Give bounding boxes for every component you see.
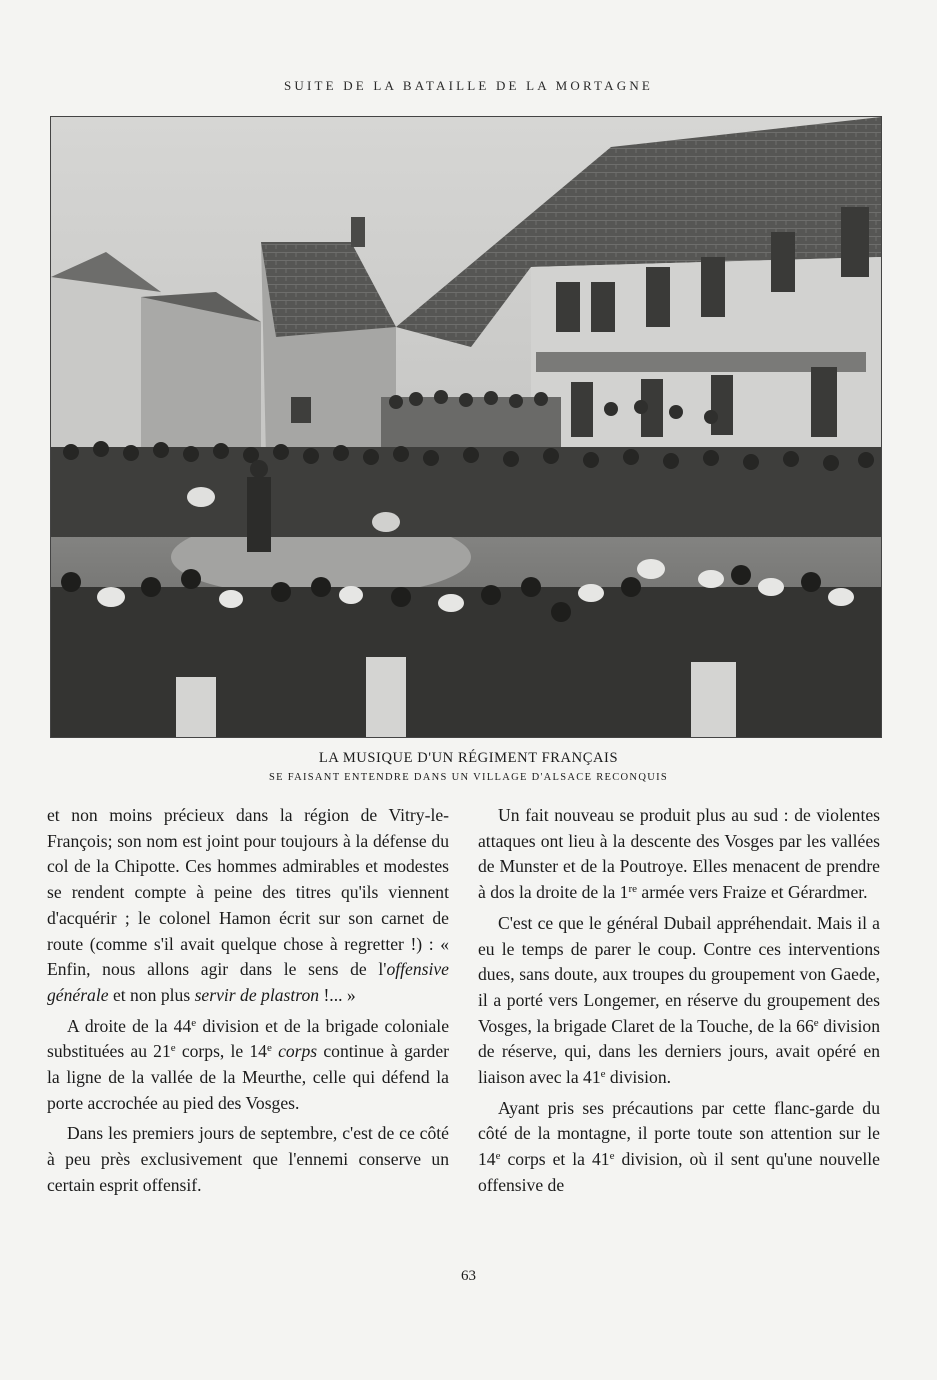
text-run: et non moins précieux dans la région de Vitry-le-François; son nom est joint pour toujours à la défense du col de la Chipotte. Ces hommes admirables et modestes se rendent compte à peine des titres qu'ils viennent d'acquérir ; le colonel Hamon écrit sur son carnet de route (comme s'il avait quelque chose à regretter !) : « Enfin, nous allons agir dans le sens de l'	[47, 805, 449, 980]
ordinal-superscript: e	[495, 1150, 501, 1163]
ordinal-superscript: e	[609, 1150, 615, 1163]
text-run: armée vers Fraize et Gérardmer.	[637, 882, 868, 903]
text-run: continue à garder la ligne de la vallée de la Meurthe, celle qui défend la porte accrochée au pied des Vosges.	[47, 1041, 450, 1113]
text-run: corps et la 41	[500, 1149, 610, 1170]
page-number: 63	[461, 1268, 476, 1284]
paragraph	[478, 1096, 880, 1199]
right-text-column	[478, 803, 880, 1199]
ordinal-superscript: e	[191, 1016, 197, 1029]
text-run: C'est ce que le général Dubail appréhendait. Mais il a eu le temps de parer le coup. Contre ces interventions dues, sans doute, aux troupes du groupement von Gaede, il a porté vers Longemer, en réserve du groupement des Vosges, la brigade Claret de la Touche, de la 66	[478, 912, 880, 1036]
village-band-photograph	[50, 116, 882, 738]
ordinal-superscript: e	[170, 1042, 176, 1055]
text-run: division et de la brigade coloniale substituées au 21	[47, 1015, 450, 1062]
left-text-column	[47, 803, 449, 1199]
paragraph: Dans les premiers jours de septembre, c'est de ce côté à peu près exclusivement que l'ennemi conserve un certain esprit offensif.	[47, 1123, 449, 1195]
paragraph	[478, 803, 880, 906]
ordinal-superscript: e	[813, 1016, 819, 1029]
ordinal-superscript: e	[600, 1068, 606, 1081]
text-run: et non plus	[108, 984, 195, 1005]
ordinal-superscript: e	[266, 1042, 272, 1055]
italic-text: corps	[278, 1041, 318, 1062]
figure-caption-title: LA MUSIQUE D'UN RÉGIMENT FRANÇAIS	[318, 750, 619, 766]
figure-caption-subtitle: SE FAISANT ENTENDRE DANS UN VILLAGE D'ALSACE RECONQUIS	[268, 772, 669, 783]
text-run: Un fait nouveau se produit plus au sud : de violentes attaques ont lieu à la descente des Vosges par les vallées de Munster et de la Poutroye. Elles menacent de prendre à dos la droite de la 1	[478, 805, 880, 903]
paragraph	[478, 911, 880, 1091]
text-run: division.	[605, 1067, 672, 1088]
text-run: division de réserve, qui, dans les derniers jours, avait opéré en liaison avec la 41	[478, 1015, 880, 1088]
running-head: SUITE DE LA BATAILLE DE LA MORTAGNE	[283, 78, 654, 93]
text-run: corps, le 14	[175, 1041, 267, 1062]
photograph-illustration	[51, 117, 881, 737]
italic-text: servir de plastron	[194, 984, 320, 1005]
paragraph	[47, 803, 449, 1009]
text-run: A droite de la 44	[67, 1015, 192, 1036]
text-run: !... »	[319, 984, 356, 1005]
italic-text: offensive générale	[47, 959, 449, 1005]
text-run: division, où il sent qu'une nouvelle offensive de	[478, 1149, 880, 1195]
text-run: Ayant pris ses précautions par cette flanc-garde du côté de la montagne, il porte toute son attention sur le 14	[478, 1097, 880, 1170]
paragraph	[47, 1014, 449, 1117]
ordinal-superscript: re	[628, 883, 638, 896]
